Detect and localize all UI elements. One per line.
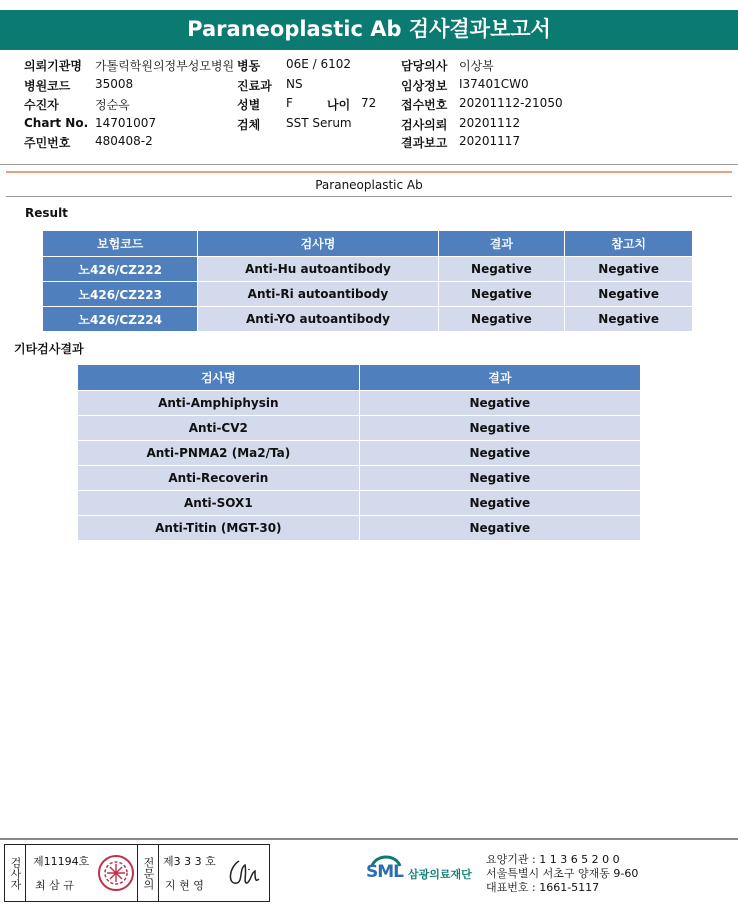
cell-result: Negative — [438, 282, 565, 307]
cell-result: Negative — [359, 516, 640, 541]
examiner-label: 검사자 — [5, 845, 26, 901]
cell-ref: Negative — [565, 282, 693, 307]
info-id-no: 주민번호 — [24, 136, 71, 150]
table-row — [78, 466, 641, 491]
cell-code: 노426/CZ223 — [43, 282, 198, 307]
info-institution: 의뢰기관명 — [24, 59, 82, 73]
panel-divider — [6, 196, 732, 197]
cell-name: Anti-SOX1 — [78, 491, 360, 516]
info-chart-no-value: 14701007 — [95, 116, 157, 130]
table-row — [78, 516, 641, 541]
cell-name: Anti-Titin (MGT-30) — [78, 516, 360, 541]
info-hospital-code: 병원코드 — [24, 79, 71, 93]
info-request-date-value: 20201112 — [459, 116, 521, 130]
col-header-ref: 참고치 — [565, 231, 693, 257]
cell-ref: Negative — [565, 257, 693, 282]
info-sex-value: F — [286, 96, 293, 110]
approver-name: 지 현 영 — [165, 879, 204, 892]
col-header-result: 결과 — [438, 231, 565, 257]
cell-code: 노426/CZ222 — [43, 257, 198, 282]
col-header-name: 검사명 — [198, 231, 438, 257]
report-title: Paraneoplastic Ab 검사결과보고서 — [0, 10, 738, 48]
cell-name: Anti-Ri autoantibody — [198, 282, 438, 307]
info-receipt-no: 접수번호 — [401, 98, 448, 112]
examiner-license: 제11194호 — [33, 855, 90, 868]
examiner-name: 최 삼 규 — [35, 879, 74, 892]
footer-divider — [0, 838, 738, 840]
info-age-value: 72 — [361, 96, 377, 110]
info-chart-no: Chart No. — [24, 116, 89, 130]
cell-result: Negative — [359, 441, 640, 466]
contact-line-2: 서울특별시 서초구 양재동 9-60 — [486, 867, 639, 880]
info-clinical-value: I37401CW0 — [459, 77, 529, 91]
result-label: Result — [25, 206, 68, 220]
info-hospital-code-value: 35008 — [95, 77, 134, 91]
signature-icon — [225, 855, 265, 891]
table-row — [78, 391, 641, 416]
info-sex: 성별 — [237, 98, 261, 112]
cell-result: Negative — [438, 257, 565, 282]
info-report-date: 결과보고 — [401, 136, 448, 150]
other-results-table — [77, 364, 641, 541]
header-divider — [0, 48, 738, 50]
info-ward-value: 06E / 6102 — [286, 57, 352, 71]
cell-name: Anti-Recoverin — [78, 466, 360, 491]
other-results-label: 기타검사결과 — [14, 342, 84, 356]
info-request-date: 검사의뢰 — [401, 118, 448, 132]
cell-result: Negative — [359, 391, 640, 416]
contact-line-3: 대표번호 : 1661-5117 — [486, 881, 600, 894]
info-ward: 병동 — [237, 59, 261, 73]
info-clinical: 임상정보 — [401, 79, 448, 93]
cell-name: Anti-YO autoantibody — [198, 307, 438, 332]
table-row — [78, 441, 641, 466]
panel-title: Paraneoplastic Ab — [315, 178, 423, 192]
info-divider — [0, 164, 738, 165]
cell-result: Negative — [359, 416, 640, 441]
info-specimen: 검체 — [237, 118, 261, 132]
org-name: 삼광의료재단 — [408, 868, 472, 881]
col-header-name: 검사명 — [78, 365, 360, 391]
info-institution-value: 가톨릭학원의정부성모병원 — [95, 59, 235, 73]
table-row — [43, 257, 693, 282]
col-header-code: 보험코드 — [43, 231, 198, 257]
info-id-no-value: 480408-2 — [95, 134, 153, 148]
info-patient-value: 정순옥 — [95, 98, 130, 112]
table-row — [78, 491, 641, 516]
signature-box — [4, 844, 270, 902]
result-table — [42, 230, 693, 332]
cell-name: Anti-PNMA2 (Ma2/Ta) — [78, 441, 360, 466]
info-dept-value: NS — [286, 77, 303, 91]
contact-line-1: 요양기관 : 1 1 3 6 5 2 0 0 — [486, 853, 620, 866]
approver-license: 제3 3 3 호 — [163, 855, 216, 868]
cell-name: Anti-Amphiphysin — [78, 391, 360, 416]
seal-stamp-icon — [96, 853, 136, 893]
info-specimen-value: SST Serum — [286, 116, 352, 130]
orange-divider — [6, 171, 732, 173]
table-row — [43, 282, 693, 307]
info-doctor-value: 이상복 — [459, 59, 494, 73]
table-row — [43, 307, 693, 332]
approver-label: 전문의 — [137, 845, 159, 901]
cell-ref: Negative — [565, 307, 693, 332]
info-patient: 수진자 — [24, 98, 59, 112]
result-header-row — [43, 231, 693, 257]
info-doctor: 담당의사 — [401, 59, 448, 73]
cell-result: Negative — [438, 307, 565, 332]
info-report-date-value: 20201117 — [459, 134, 521, 148]
info-receipt-no-value: 20201112-21050 — [459, 96, 563, 110]
cell-result: Negative — [359, 491, 640, 516]
cell-name: Anti-CV2 — [78, 416, 360, 441]
sml-logo-text: SML — [366, 862, 403, 882]
col-header-result: 결과 — [359, 365, 640, 391]
table-row — [78, 416, 641, 441]
cell-name: Anti-Hu autoantibody — [198, 257, 438, 282]
cell-result: Negative — [359, 466, 640, 491]
info-age: 나이 — [327, 98, 351, 112]
info-dept: 진료과 — [237, 79, 272, 93]
cell-code: 노426/CZ224 — [43, 307, 198, 332]
other-header-row — [78, 365, 641, 391]
